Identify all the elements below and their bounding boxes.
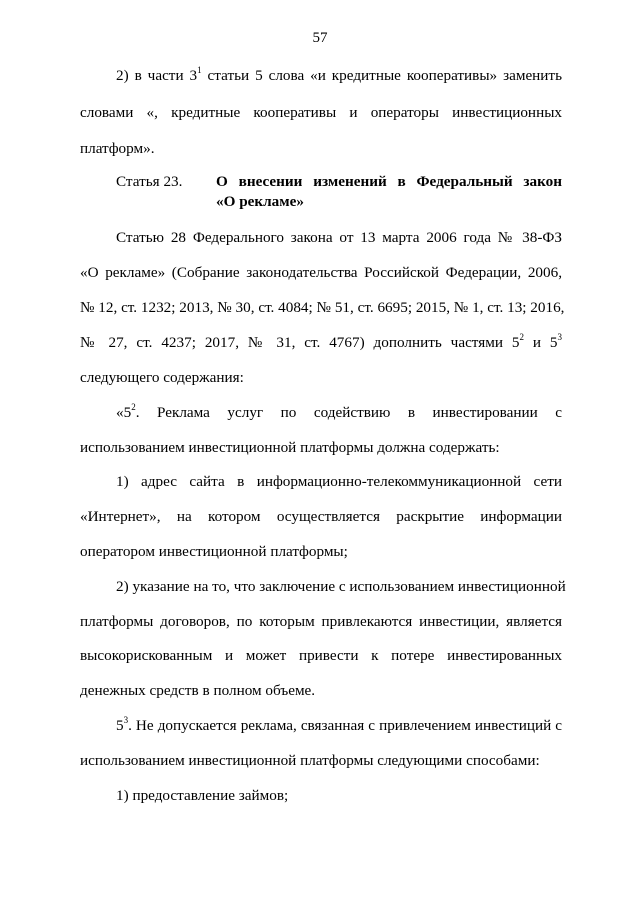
paragraph-3-line-1: [116, 403, 562, 423]
article-title-line-1: О внесении изменений в Федеральный закон: [216, 173, 562, 190]
paragraph-5-line-3: высокорискованным и может привести к потере инвестированных: [80, 647, 562, 664]
paragraph-2-line-3: № 12, ст. 1232; 2013, № 30, ст. 4084; № 51, ст. 6695; 2015, № 1, ст. 13; 2016,: [80, 299, 565, 316]
paragraph-2-line-1: Статью 28 Федерального закона от 13 марта 2006 года № 38-ФЗ: [116, 229, 562, 246]
page-number: 57: [312, 30, 328, 46]
paragraph-6-line-1: [116, 716, 562, 736]
text: . Не допускается реклама, связанная с привлечением инвестиций с: [128, 717, 562, 734]
paragraph-4-line-2: «Интернет», на котором осуществляется раскрытие информации: [80, 508, 562, 525]
paragraph-1-line-2: словами «, кредитные кооперативы и операторы инвестиционных: [80, 104, 562, 121]
paragraph-1-line-1: [116, 66, 562, 86]
text: 2) в части 3: [116, 67, 198, 84]
superscript: 2: [519, 331, 524, 342]
article-title: [216, 172, 562, 212]
paragraph-6-line-2: использованием инвестиционной платформы следующими способами:: [80, 752, 540, 769]
paragraph-3-line-2: использованием инвестиционной платформы должна содержать:: [80, 439, 500, 456]
paragraph-7-line-1: 1) предоставление займов;: [116, 787, 289, 804]
superscript: 3: [123, 714, 129, 725]
text: статьи 5 слова «и кредитные кооперативы» заменить: [201, 67, 562, 84]
paragraph-4-line-3: оператором инвестиционной платформы;: [80, 543, 348, 560]
text: 5: [116, 717, 124, 734]
superscript: 1: [197, 64, 202, 75]
article-label: Статья 23.: [116, 173, 183, 190]
text: и 5: [523, 334, 558, 351]
paragraph-5-line-1: 2) указание на то, что заключение с использованием инвестиционной: [116, 578, 566, 595]
text: . Реклама услуг по содействию в инвестировании с: [135, 404, 562, 421]
article-title-line-2: «О рекламе»: [216, 193, 304, 210]
text: «5: [116, 404, 132, 421]
paragraph-4-line-1: 1) адрес сайта в информационно-телекоммуникационной сети: [116, 473, 562, 490]
superscript: 2: [131, 401, 136, 412]
superscript: 3: [557, 331, 562, 342]
paragraph-5-line-2: платформы договоров, по которым привлекаются инвестиции, является: [80, 613, 562, 630]
paragraph-2-line-2: «О рекламе» (Собрание законодательства Российской Федерации, 2006,: [80, 264, 562, 281]
paragraph-1-line-3: платформ».: [80, 140, 155, 157]
text: № 27, ст. 4237; 2017, № 31, ст. 4767) дополнить частями 5: [80, 334, 520, 351]
paragraph-2-line-4: [80, 333, 562, 353]
paragraph-2-line-5: следующего содержания:: [80, 369, 244, 386]
paragraph-5-line-4: денежных средств в полном объеме.: [80, 682, 316, 699]
